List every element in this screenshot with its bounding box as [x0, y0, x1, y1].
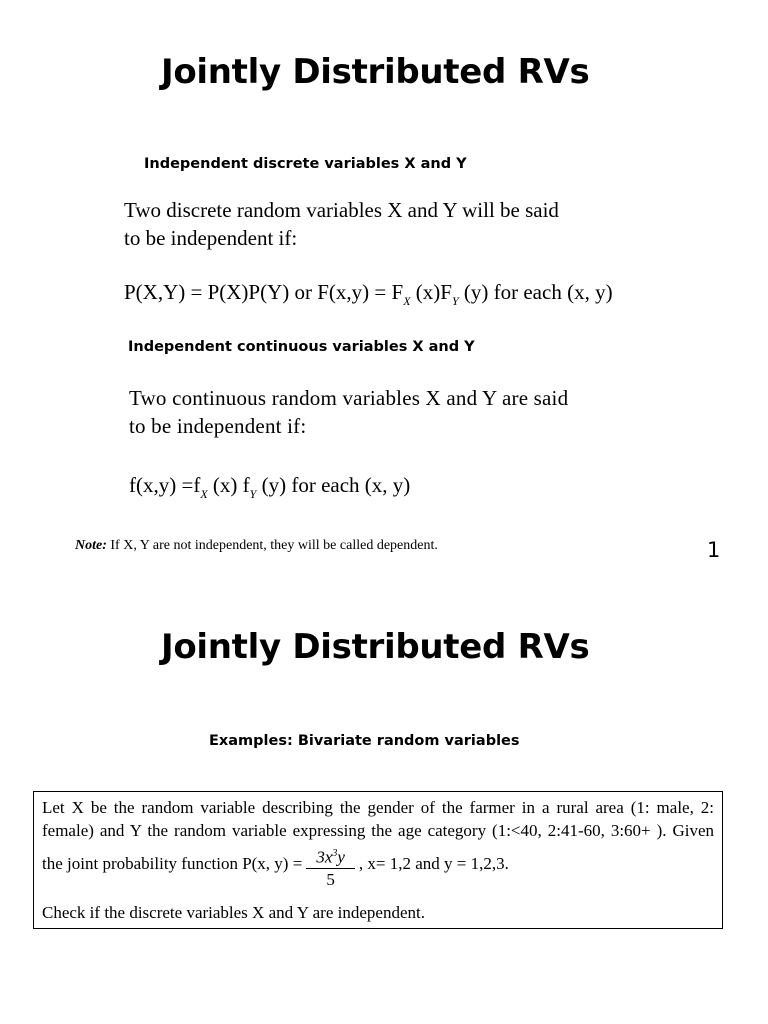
example-question: Check if the discrete variables X and Y are independent. — [42, 902, 425, 922]
formula-part: (y) for each (x, y) — [256, 473, 411, 497]
slide2-title: Jointly Distributed RVs — [161, 627, 590, 667]
joint-pmf-fraction — [306, 844, 355, 891]
example-problem-domain: , x= 1,2 and y = 1,2,3. — [358, 854, 509, 874]
formula-subscript-y: Y — [249, 487, 257, 501]
note-text: If X, Y are not independent, they will be called dependent. — [106, 538, 438, 553]
formula-part: (x)F — [410, 280, 452, 304]
continuous-definition-line2: to be independent if: — [129, 414, 307, 438]
formula-part: (y) for each (x, y) — [458, 280, 613, 304]
example-problem-intro: Let X be the random variable describing the gender of the farmer in a rural area (1: male, 2: female) and Y the random variable expressing the age category (1:<40, 2:41-60, 3:60+ ). Given the joint probability function P(x, y) = — [42, 798, 714, 874]
slide1-title: Jointly Distributed RVs — [161, 52, 590, 92]
note-label: Note: — [75, 538, 107, 553]
formula-part: f(x,y) =f — [129, 473, 201, 497]
discrete-definition-line1: Two discrete random variables X and Y will be said — [124, 198, 559, 222]
formula-part: P(X,Y) = P(X)P(Y) or F(x,y) = F — [124, 280, 404, 304]
example-problem-box — [33, 791, 723, 929]
slide1-subheading-discrete: Independent discrete variables X and Y — [144, 156, 467, 172]
formula-subscript-x: X — [403, 294, 411, 308]
formula-subscript-y: Y — [451, 294, 459, 308]
discrete-independence-formula — [124, 278, 613, 309]
fraction-denominator: 5 — [326, 869, 335, 889]
continuous-definition — [129, 384, 568, 440]
formula-subscript-x: X — [200, 487, 208, 501]
page-number: 1 — [707, 538, 721, 562]
discrete-definition — [124, 196, 559, 252]
continuous-independence-formula — [129, 471, 410, 502]
fraction-numerator: $3x^3y$ — [306, 844, 355, 869]
discrete-definition-line2: to be independent if: — [124, 226, 298, 250]
continuous-definition-line1: Two continuous random variables X and Y are said — [129, 386, 569, 410]
formula-part: (x) f — [207, 473, 250, 497]
example-problem-text — [42, 796, 714, 889]
dependence-note — [75, 538, 438, 554]
slide1-subheading-continuous: Independent continuous variables X and Y — [128, 339, 475, 355]
slide2-subheading: Examples: Bivariate random variables — [209, 733, 520, 749]
